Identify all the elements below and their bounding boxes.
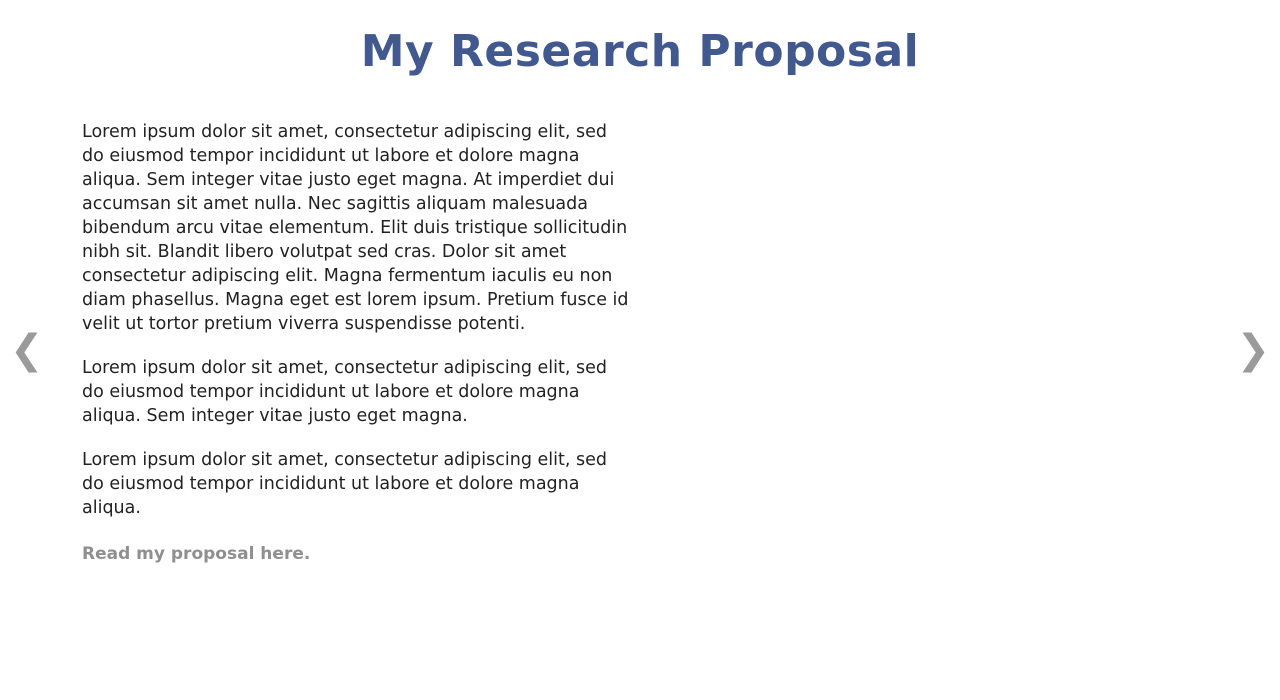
body-paragraph: Lorem ipsum dolor sit amet, consectetur adipiscing elit, sed do eiusmod tempor incididunt ut labore et dolore magna aliqua. (82, 450, 607, 518)
body-paragraph: Lorem ipsum dolor sit amet, consectetur adipiscing elit, sed do eiusmod tempor incididunt ut labore et dolore magna aliqua. Sem integer vitae justo eget magna. At imperdiet dui accumsan sit amet nulla. Nec sagittis aliquam malesuada bibendum arcu vitae elementum. Elit duis tristique sollicitudin nibh sit. Blandit libero volutpat sed cras. Dolor sit amet consectetur adipiscing elit. Magna fermentum iaculis eu non diam phasellus. Magna eget est lorem ipsum. Pretium fusce id velit ut tortor pretium viverra suspendisse potenti. (82, 122, 629, 334)
body-paragraph: Lorem ipsum dolor sit amet, consectetur adipiscing elit, sed do eiusmod tempor incididunt ut labore et dolore magna aliqua. Sem integer vitae justo eget magna. (82, 358, 607, 426)
content-area (82, 120, 642, 564)
previous-arrow-icon[interactable]: ❮ (10, 327, 44, 373)
page-title: My Research Proposal (360, 26, 920, 77)
proposal-link[interactable]: Read my proposal here. (82, 544, 311, 564)
next-arrow-icon[interactable]: ❯ (1236, 327, 1270, 373)
